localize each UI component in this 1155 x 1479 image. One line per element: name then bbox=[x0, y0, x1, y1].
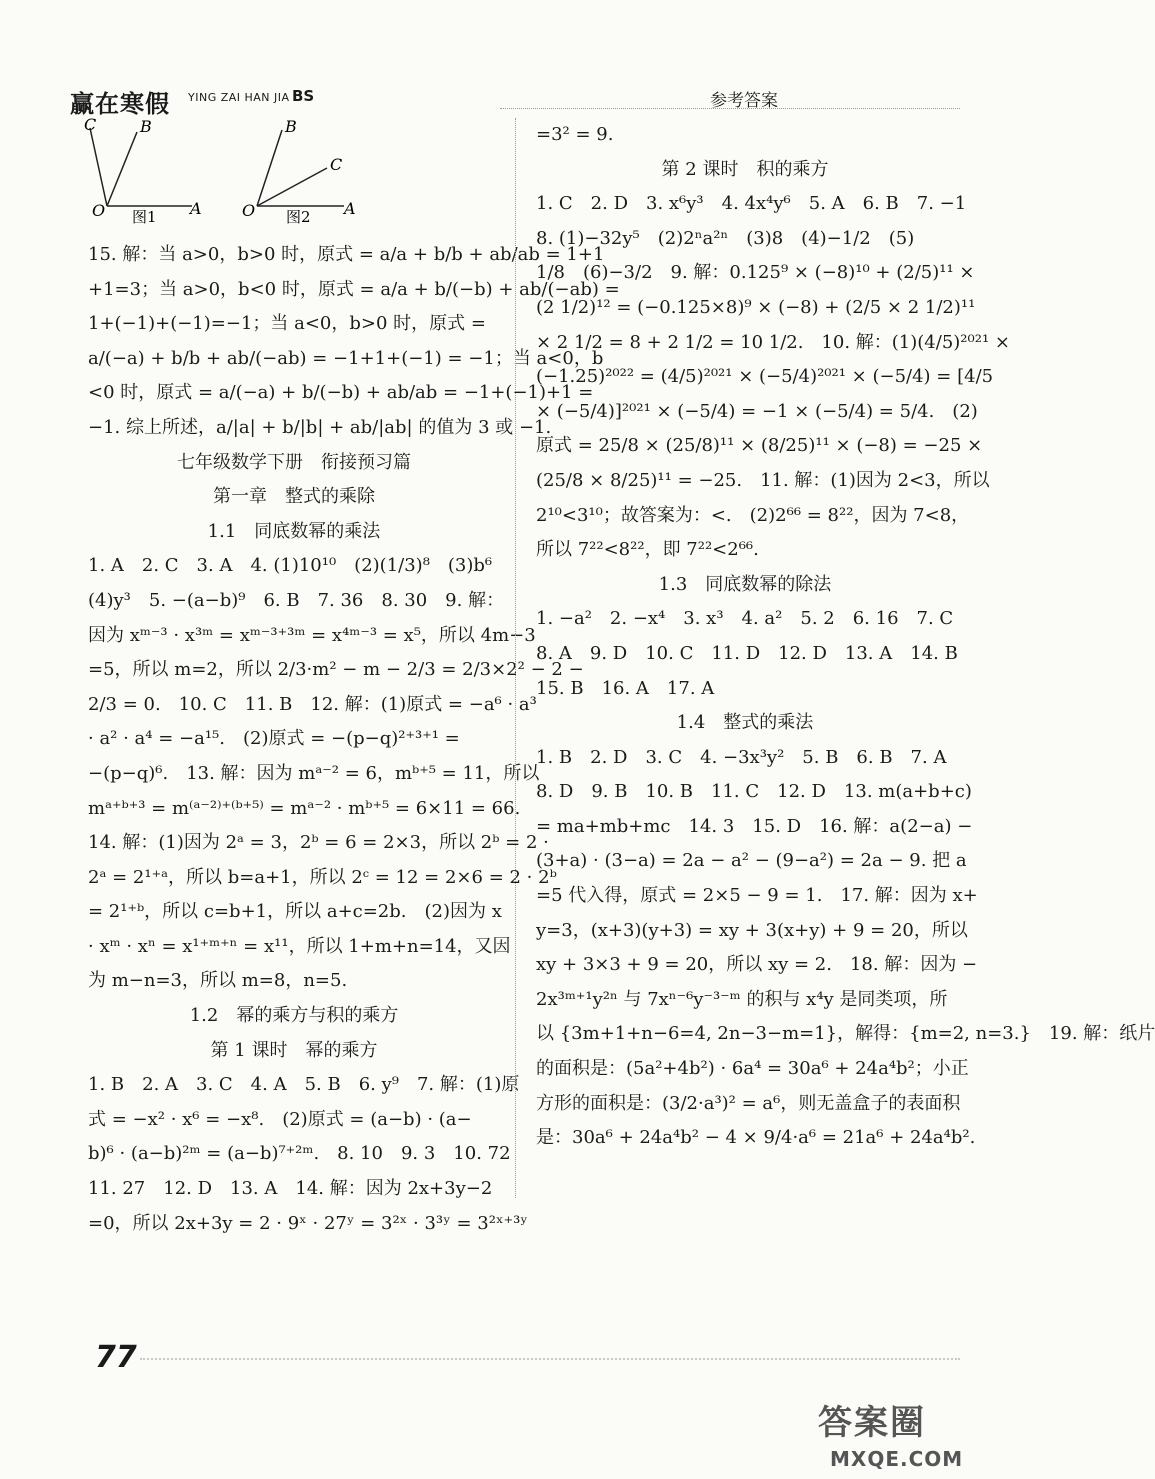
answer-line: 11. 27 12. D 13. A 14. 解：因为 2x+3y−2 bbox=[88, 1178, 493, 1200]
answer-line: +1=3；当 a>0，b<0 时，原式 = a/a + b/(−b) + ab/(−ab) = bbox=[88, 278, 620, 300]
answer-line: 为 m−n=3，所以 m=8，n=5. bbox=[88, 970, 348, 992]
answer-line: 因为 xᵐ⁻³ · x³ᵐ = xᵐ⁻³⁺³ᵐ = x⁴ᵐ⁻³ = x⁵，所以 4m−3 bbox=[88, 624, 536, 646]
answer-line: 方形的面积是：(3/2·a³)² = a⁶，则无盖盒子的表面积 bbox=[536, 1092, 961, 1114]
section-title: 参考答案 bbox=[710, 91, 778, 111]
answer-line: · xᵐ · xⁿ = x¹⁺ᵐ⁺ⁿ = x¹¹，所以 1+m+n=14，又因 bbox=[88, 935, 511, 957]
answer-line: <0 时，原式 = a/(−a) + b/(−b) + ab/ab = −1+(−1)+1 = bbox=[88, 382, 594, 404]
page-header bbox=[70, 80, 960, 118]
answer-line: 1. B 2. A 3. C 4. A 5. B 6. y⁹ 7. 解：(1)原 bbox=[88, 1074, 520, 1096]
edition-badge: BS bbox=[292, 87, 315, 105]
answer-line: xy + 3×3 + 9 = 20，所以 xy = 2. 18. 解：因为 − bbox=[536, 954, 978, 976]
answer-line: 的面积是：(5a²+4b²) · 6a⁴ = 30a⁶ + 24a⁴b²；小正 bbox=[536, 1058, 969, 1080]
brand-pinyin: YING ZAI HAN JIA bbox=[188, 91, 290, 104]
answer-line: 2x³ᵐ⁺¹y²ⁿ 与 7xⁿ⁻⁶y⁻³⁻ᵐ 的积与 x⁴y 是同类项，所 bbox=[536, 988, 948, 1010]
answer-line: 1. B 2. D 3. C 4. −3x³y² 5. B 6. B 7. A bbox=[536, 746, 947, 768]
answer-line: 1. C 2. D 3. x⁶y³ 4. 4x⁴y⁶ 5. A 6. B 7. −1 bbox=[536, 193, 967, 215]
answer-line: 8. D 9. B 10. B 11. C 12. D 13. m(a+b+c) bbox=[536, 781, 972, 803]
answer-line: =5 代入得，原式 = 2×5 − 9 = 1. 17. 解：因为 x+ bbox=[536, 885, 978, 907]
answer-line: (−1.25)²⁰²² = (4/5)²⁰²¹ × (−5/4)²⁰²¹ × (−5/4) = [4/5 bbox=[536, 366, 994, 388]
answer-line: b)⁶ · (a−b)²ᵐ = (a−b)⁷⁺²ᵐ. 8. 10 9. 3 10. 72 bbox=[88, 1143, 511, 1165]
fig1-label-c: C bbox=[84, 115, 97, 134]
answer-line: 2¹⁰<3¹⁰；故答案为：<. (2)2⁶⁶ = 8²²，因为 7<8， bbox=[536, 504, 970, 526]
answer-line: 1. −a² 2. −x⁴ 3. x³ 4. a² 5. 2 6. 16 7. C bbox=[536, 608, 954, 630]
answer-line: −1. 综上所述，a/|a| + b/|b| + ab/|ab| 的值为 3 或 −1. bbox=[88, 416, 552, 438]
header-divider bbox=[500, 108, 960, 109]
answer-line: (2 1/2)¹² = (−0.125×8)⁹ × (−8) + (2/5 × 2 1/2)¹¹ bbox=[536, 296, 976, 318]
answer-line: (4)y³ 5. −(a−b)⁹ 6. B 7. 36 8. 30 9. 解： bbox=[88, 589, 505, 611]
answer-line: = ma+mb+mc 14. 3 15. D 16. 解：a(2−a) − bbox=[536, 815, 973, 837]
answer-line: 是：30a⁶ + 24a⁴b² − 4 × 9/4·a⁶ = 21a⁶ + 24a⁴b². bbox=[536, 1127, 976, 1149]
answer-line: 2/3 = 0. 10. C 11. B 12. 解：(1)原式 = −a⁶ · a³ bbox=[88, 693, 537, 715]
fig1-label-b: B bbox=[140, 117, 152, 136]
fig1-label-o: O bbox=[92, 201, 106, 220]
lesson-heading: 1.4 整式的乘法 bbox=[676, 712, 814, 734]
fig2-caption: 图2 bbox=[286, 208, 311, 226]
answer-line: y=3，(x+3)(y+3) = xy + 3(x+y) + 9 = 20，所以 bbox=[536, 919, 968, 941]
answer-line: 以 {3m+1+n−6=4, 2n−3−m=1}，解得：{m=2, n=3.} 19. 解：纸片 bbox=[536, 1023, 1155, 1045]
answer-line: 所以 7²²<8²²，即 7²²<2⁶⁶. bbox=[536, 539, 759, 561]
lesson-heading: 1.1 同底数幂的乘法 bbox=[207, 520, 381, 542]
answer-line: × (−5/4)]²⁰²¹ × (−5/4) = −1 × (−5/4) = 5/4. (2) bbox=[536, 400, 978, 422]
answer-line: =5，所以 m=2，所以 2/3·m² − m − 2/3 = 2/3×2² − 2 − bbox=[88, 659, 584, 681]
answer-line: 1. A 2. C 3. A 4. (1)10¹⁰ (2)(1/3)⁸ (3)b⁶ bbox=[88, 555, 493, 577]
answer-line: = 2¹⁺ᵇ，所以 c=b+1，所以 a+c=2b. (2)因为 x bbox=[88, 901, 502, 923]
answer-line: (3+a) · (3−a) = 2a − a² − (9−a²) = 2a − 9. 把 a bbox=[536, 850, 967, 872]
answer-line: 15. B 16. A 17. A bbox=[536, 677, 715, 699]
page-number: 77 bbox=[95, 1340, 137, 1375]
fig1-caption: 图1 bbox=[132, 208, 157, 226]
angle-figures bbox=[82, 115, 372, 228]
fig1-label-a: A bbox=[190, 199, 202, 218]
fig2-label-c: C bbox=[330, 155, 343, 174]
lesson-heading: 1.3 同底数幂的除法 bbox=[658, 573, 832, 595]
answer-line: 1/8 (6)−3/2 9. 解：0.125⁹ × (−8)¹⁰ + (2/5)¹¹ × bbox=[536, 262, 975, 284]
watermark-logo: 答案圈 bbox=[818, 1403, 926, 1443]
figure-2 bbox=[242, 117, 356, 226]
answer-line: 14. 解：(1)因为 2ᵃ = 3，2ᵇ = 6 = 2×3，所以 2ᵇ = 2 · bbox=[88, 832, 549, 854]
answer-line: 2ᵃ = 2¹⁺ᵃ，所以 b=a+1，所以 2ᶜ = 12 = 2×6 = 2 · 2ᵇ bbox=[88, 866, 557, 888]
section-heading: 七年级数学下册 衔接预习篇 bbox=[177, 451, 411, 473]
subsection-heading: 第 1 课时 幂的乘方 bbox=[210, 1039, 378, 1061]
answer-line: 式 = −x² · x⁶ = −x⁸. (2)原式 = (a−b) · (a− bbox=[88, 1108, 472, 1130]
answer-line: a/(−a) + b/b + ab/(−ab) = −1+1+(−1) = −1；当 a<0，b bbox=[88, 347, 604, 369]
footer-divider bbox=[140, 1358, 960, 1360]
fig2-label-a: A bbox=[344, 199, 356, 218]
answer-line: =0，所以 2x+3y = 2 · 9ˣ · 27ʸ = 3²ˣ · 3³ʸ = 3²ˣ⁺³ʸ bbox=[88, 1212, 528, 1234]
answer-line: 15. 解：当 a>0，b>0 时，原式 = a/a + b/b + ab/ab = 1+1 bbox=[88, 244, 605, 265]
answer-line: 1+(−1)+(−1)=−1；当 a<0，b>0 时，原式 = bbox=[88, 313, 486, 335]
answer-line: mᵃ⁺ᵇ⁺³ = m⁽ᵃ⁻²⁾⁺⁽ᵇ⁺⁵⁾ = mᵃ⁻² · mᵇ⁺⁵ = 6×11 = 66. bbox=[88, 797, 521, 819]
fig2-label-b: B bbox=[285, 117, 297, 136]
subsection-heading: 第 2 课时 积的乘方 bbox=[661, 158, 829, 180]
answer-line: 原式 = 25/8 × (25/8)¹¹ × (8/25)¹¹ × (−8) = −25 × bbox=[536, 435, 983, 457]
watermark-url: MXQE.COM bbox=[830, 1447, 964, 1471]
left-column bbox=[88, 238, 620, 1241]
figure-1 bbox=[84, 115, 202, 226]
answer-line: 8. A 9. D 10. C 11. D 12. D 13. A 14. B bbox=[536, 642, 958, 664]
answer-line: (25/8 × 8/25)¹¹ = −25. 11. 解：(1)因为 2<3，所以 bbox=[536, 469, 990, 491]
answer-line: · a² · a⁴ = −a¹⁵. (2)原式 = −(p−q)²⁺³⁺¹ = bbox=[88, 728, 460, 750]
chapter-heading: 第一章 整式的乘除 bbox=[213, 486, 375, 508]
fig2-label-o: O bbox=[242, 201, 256, 220]
answer-line: =3² = 9. bbox=[536, 124, 614, 145]
answer-line: −(p−q)⁶. 13. 解：因为 mᵃ⁻² = 6，mᵇ⁺⁵ = 11，所以 bbox=[88, 762, 540, 784]
brand-title: 赢在寒假 bbox=[70, 90, 170, 118]
answer-line: × 2 1/2 = 8 + 2 1/2 = 10 1/2. 10. 解：(1)(4/5)²⁰²¹ × bbox=[536, 331, 1010, 353]
column-divider bbox=[515, 118, 516, 1198]
right-column bbox=[536, 118, 1155, 1156]
lesson-heading: 1.2 幂的乘方与积的乘方 bbox=[189, 1005, 399, 1027]
answer-line: 8. (1)−32y⁵ (2)2ⁿa²ⁿ (3)8 (4)−1/2 (5) bbox=[536, 227, 915, 249]
